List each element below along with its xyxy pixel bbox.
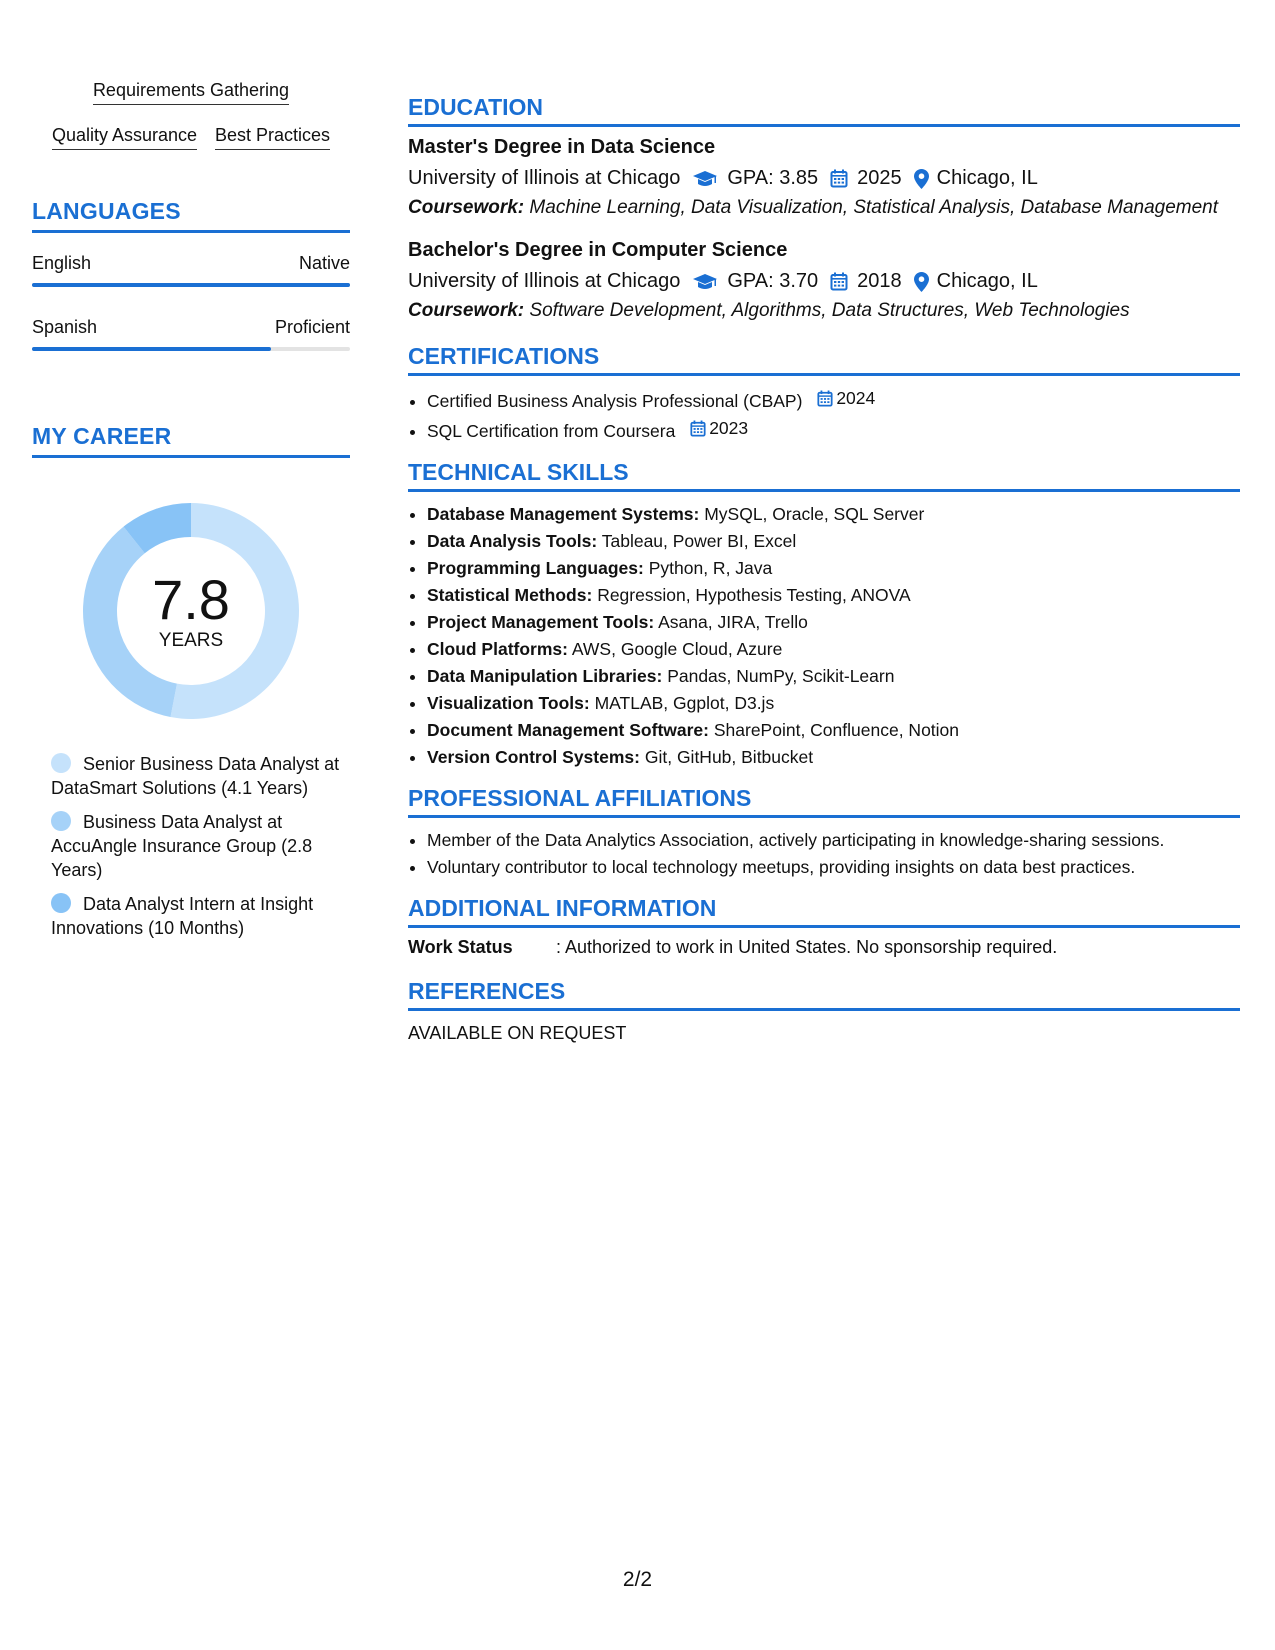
career-donut-chart bbox=[76, 496, 306, 726]
certification-year: 2024 bbox=[836, 388, 876, 408]
language-level: Native bbox=[298, 253, 350, 273]
skill-label: Programming Languages: bbox=[427, 558, 644, 578]
skill-value: AWS, Google Cloud, Azure bbox=[571, 639, 783, 659]
career-entry bbox=[51, 810, 350, 882]
certification-item bbox=[427, 415, 1240, 445]
calendar-icon bbox=[817, 390, 833, 407]
skill-value: MATLAB, Ggplot, D3.js bbox=[594, 693, 775, 713]
skill-tag: Quality Assurance bbox=[52, 125, 197, 150]
page-number: 2/2 bbox=[622, 1568, 653, 1591]
left-column bbox=[32, 80, 350, 950]
skill-label: Visualization Tools: bbox=[427, 693, 590, 713]
education-item bbox=[408, 136, 1240, 220]
calendar-icon bbox=[830, 272, 848, 291]
location: Chicago, IL bbox=[936, 270, 1038, 292]
skill-item bbox=[427, 582, 1240, 609]
language-item bbox=[32, 253, 350, 287]
school-name: University of Illinois at Chicago bbox=[408, 167, 681, 189]
certification-name: Certified Business Analysis Professional (CBAP) bbox=[427, 391, 803, 411]
legend-dot bbox=[51, 811, 71, 831]
skill-label: Data Manipulation Libraries: bbox=[427, 666, 663, 686]
affiliations-list bbox=[408, 827, 1240, 881]
language-name: English bbox=[32, 253, 92, 273]
skill-value: Git, GitHub, Bitbucket bbox=[644, 747, 814, 767]
skill-tags-row-2 bbox=[32, 125, 350, 150]
language-name: Spanish bbox=[32, 317, 98, 337]
certification-item bbox=[427, 385, 1240, 415]
skill-item bbox=[427, 528, 1240, 555]
legend-dot bbox=[51, 753, 71, 773]
degree-title: Master's Degree in Data Science bbox=[408, 136, 716, 158]
skill-item bbox=[427, 663, 1240, 690]
skill-item bbox=[427, 690, 1240, 717]
career-total-value: 7.8 bbox=[152, 568, 230, 631]
skill-tag: Requirements Gathering bbox=[93, 80, 289, 105]
calendar-icon bbox=[830, 169, 848, 188]
certifications-list bbox=[408, 385, 1240, 445]
certification-name: SQL Certification from Coursera bbox=[427, 421, 676, 441]
map-pin-icon bbox=[914, 272, 929, 292]
additional-info-title: ADDITIONAL INFORMATION bbox=[408, 895, 1240, 928]
skill-item bbox=[427, 501, 1240, 528]
certifications-title: CERTIFICATIONS bbox=[408, 343, 1240, 376]
technical-skills-title: TECHNICAL SKILLS bbox=[408, 459, 1240, 492]
skill-value: Pandas, NumPy, Scikit-Learn bbox=[667, 666, 895, 686]
graduation-cap-icon bbox=[692, 273, 718, 291]
career-donut bbox=[32, 496, 350, 726]
skill-item bbox=[427, 744, 1240, 771]
skill-value: Regression, Hypothesis Testing, ANOVA bbox=[597, 585, 911, 605]
location: Chicago, IL bbox=[936, 167, 1038, 189]
skill-item bbox=[427, 636, 1240, 663]
career-total-unit: YEARS bbox=[158, 630, 224, 651]
skill-value: Asana, JIRA, Trello bbox=[658, 612, 808, 632]
skill-value: Tableau, Power BI, Excel bbox=[601, 531, 797, 551]
language-bar-fill bbox=[32, 347, 271, 351]
career-entry bbox=[51, 892, 350, 940]
skill-label: Version Control Systems: bbox=[427, 747, 640, 767]
coursework bbox=[408, 196, 1240, 220]
career-entry-label: Business Data Analyst at AccuAngle Insurance Group (2.8 Years) bbox=[51, 812, 313, 880]
work-status-value: : Authorized to work in United States. No sponsorship required. bbox=[556, 937, 1058, 957]
skill-tag: Best Practices bbox=[215, 125, 330, 150]
work-status-label: Work Status bbox=[408, 937, 513, 957]
certification-year: 2023 bbox=[709, 418, 749, 438]
map-pin-icon bbox=[914, 169, 929, 189]
education-item bbox=[408, 239, 1240, 323]
school-name: University of Illinois at Chicago bbox=[408, 270, 681, 292]
affiliation-item: • Voluntary contributor to local technology meetups, providing insights on data best practices. bbox=[427, 854, 1240, 881]
language-item bbox=[32, 317, 350, 351]
skill-tags-row-1 bbox=[32, 80, 350, 105]
skill-item bbox=[427, 717, 1240, 744]
career-entry-label: Data Analyst Intern at Insight Innovations (10 Months) bbox=[51, 894, 314, 938]
skill-label: Data Analysis Tools: bbox=[427, 531, 598, 551]
career-title: MY CAREER bbox=[32, 423, 350, 458]
language-bar bbox=[32, 283, 350, 287]
skill-label: Cloud Platforms: bbox=[427, 639, 568, 659]
career-entry-label: Senior Business Data Analyst at DataSmart Solutions (4.1 Years) bbox=[51, 754, 340, 798]
coursework-list: Software Development, Algorithms, Data Structures, Web Technologies bbox=[529, 300, 1130, 321]
coursework bbox=[408, 299, 1240, 323]
skill-item bbox=[427, 555, 1240, 582]
gpa: GPA: 3.85 bbox=[727, 167, 819, 189]
coursework-list: Machine Learning, Data Visualization, Statistical Analysis, Database Management bbox=[529, 197, 1219, 218]
technical-skills-list bbox=[408, 501, 1240, 771]
skill-label: Project Management Tools: bbox=[427, 612, 655, 632]
gpa: GPA: 3.70 bbox=[727, 270, 819, 292]
language-level: Proficient bbox=[274, 317, 350, 337]
education-details bbox=[408, 270, 1240, 293]
graduation-year: 2018 bbox=[857, 270, 902, 292]
graduation-cap-icon bbox=[692, 170, 718, 188]
legend-dot bbox=[51, 893, 71, 913]
work-status-row bbox=[408, 937, 1240, 958]
career-entry bbox=[51, 752, 350, 800]
education-title: EDUCATION bbox=[408, 94, 1240, 127]
language-bar bbox=[32, 347, 350, 351]
skill-label: Database Management Systems: bbox=[427, 504, 700, 524]
right-column bbox=[408, 94, 1240, 1044]
skill-value: SharePoint, Confluence, Notion bbox=[713, 720, 960, 740]
degree-title: Bachelor's Degree in Computer Science bbox=[408, 239, 788, 261]
calendar-icon bbox=[690, 420, 706, 437]
skill-value: Python, R, Java bbox=[648, 558, 773, 578]
certification-date bbox=[690, 415, 748, 442]
coursework-label: Coursework: bbox=[408, 300, 525, 321]
skill-label: Document Management Software: bbox=[427, 720, 709, 740]
references-text: AVAILABLE ON REQUEST bbox=[408, 1023, 627, 1043]
skill-label: Statistical Methods: bbox=[427, 585, 593, 605]
languages-title: LANGUAGES bbox=[32, 198, 350, 233]
skill-item bbox=[427, 609, 1240, 636]
career-legend bbox=[32, 752, 350, 940]
graduation-year: 2025 bbox=[857, 167, 902, 189]
education-details bbox=[408, 167, 1240, 190]
language-bar-fill bbox=[32, 283, 350, 287]
coursework-label: Coursework: bbox=[408, 197, 525, 218]
certification-date bbox=[817, 385, 875, 412]
skill-value: MySQL, Oracle, SQL Server bbox=[704, 504, 925, 524]
affiliations-title: PROFESSIONAL AFFILIATIONS bbox=[408, 785, 1240, 818]
references-title: REFERENCES bbox=[408, 978, 1240, 1011]
affiliation-item: • Member of the Data Analytics Association, actively participating in knowledge-sharing sessions. bbox=[427, 827, 1240, 854]
